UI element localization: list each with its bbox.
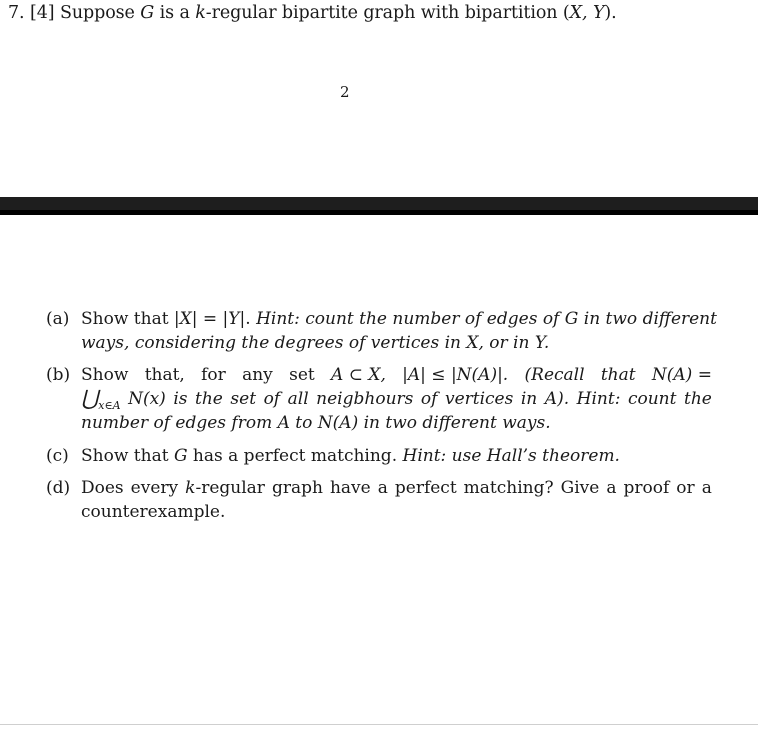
part-a-hint: Hint: count the number of edges of bbox=[256, 309, 565, 329]
part-b-hint: in two different ways. bbox=[358, 413, 551, 433]
word: for bbox=[201, 365, 226, 385]
part-a-hint: . bbox=[543, 333, 550, 353]
var-xy: X, Y bbox=[569, 3, 605, 23]
bottom-divider bbox=[0, 724, 758, 725]
part-c-line-1 bbox=[81, 444, 712, 468]
word: proof bbox=[623, 478, 670, 498]
word: of bbox=[420, 389, 438, 409]
word: in bbox=[520, 389, 538, 409]
math-neighbourhood: N(A) = bbox=[651, 365, 712, 385]
part-b-hint: to bbox=[289, 413, 318, 433]
union-subscript: x∈A bbox=[98, 399, 121, 412]
part-a-line-2 bbox=[81, 331, 712, 355]
part-c-text: Show that bbox=[81, 446, 174, 466]
var-y: Y bbox=[228, 309, 240, 329]
word: graph bbox=[271, 478, 323, 498]
word: the bbox=[684, 389, 712, 409]
var-x: X bbox=[466, 333, 479, 353]
word-rest: -regular bbox=[195, 478, 265, 498]
question-text-2: is a bbox=[154, 3, 196, 23]
question-header bbox=[8, 2, 617, 24]
part-c-body bbox=[81, 444, 712, 468]
word: neigbhours bbox=[316, 389, 414, 409]
math-inequality: |A| ≤ |N(A)|. bbox=[402, 365, 509, 385]
math-subset: A ⊂ X, bbox=[331, 365, 386, 385]
word: that bbox=[600, 365, 636, 385]
word: vertices bbox=[444, 389, 514, 409]
var-g: G bbox=[140, 3, 155, 23]
word bbox=[185, 476, 265, 500]
word: Give bbox=[560, 478, 600, 498]
var-x: X bbox=[179, 309, 192, 329]
part-d-line-1 bbox=[81, 476, 712, 500]
word: Does bbox=[81, 478, 124, 498]
math-neighbourhood: N(A) bbox=[317, 413, 359, 433]
union-symbol: ⋃ bbox=[81, 386, 99, 410]
part-b-line-1 bbox=[81, 363, 712, 387]
word: set bbox=[289, 365, 315, 385]
word: A). bbox=[544, 389, 570, 409]
word: set bbox=[230, 389, 257, 409]
part-d bbox=[46, 476, 712, 524]
part-d-body bbox=[81, 476, 712, 524]
word: a bbox=[701, 478, 712, 498]
math-nx: N(x) bbox=[128, 389, 166, 409]
var-k: k bbox=[195, 3, 206, 23]
part-a-text: Show that | bbox=[81, 309, 180, 329]
part-b bbox=[46, 363, 712, 435]
word: the bbox=[195, 389, 223, 409]
part-c-text: has a perfect matching. bbox=[187, 446, 403, 466]
question-text-4: ). bbox=[604, 3, 617, 23]
var-a: A bbox=[277, 413, 290, 433]
part-d-line-2: counterexample. bbox=[81, 502, 226, 522]
part-b-label: (b) bbox=[46, 365, 71, 385]
part-b-line-2 bbox=[81, 387, 712, 411]
part-a-hint: in two different bbox=[578, 309, 717, 329]
part-a-text: | = | bbox=[191, 309, 229, 329]
word: every bbox=[130, 478, 179, 498]
var-y: Y bbox=[534, 333, 544, 353]
part-a-hint: , or in bbox=[478, 333, 535, 353]
math-union bbox=[81, 387, 121, 411]
page-number: 2 bbox=[340, 83, 350, 101]
part-a-line-1 bbox=[81, 307, 717, 331]
part-c-label: (c) bbox=[46, 446, 69, 466]
var-k: k bbox=[185, 478, 196, 498]
word: that, bbox=[144, 365, 185, 385]
question-marks: [4] bbox=[29, 3, 55, 23]
word: (Recall bbox=[524, 365, 585, 385]
word: any bbox=[242, 365, 273, 385]
word: count bbox=[627, 389, 677, 409]
word: a bbox=[606, 478, 617, 498]
part-b-line-3 bbox=[81, 411, 712, 435]
part-b-body bbox=[81, 363, 712, 435]
word: have bbox=[329, 478, 371, 498]
part-a-label: (a) bbox=[46, 309, 70, 329]
word: matching? bbox=[463, 478, 554, 498]
part-a-hint: ways, considering the degrees of vertices in bbox=[81, 333, 467, 353]
word: Hint: bbox=[576, 389, 621, 409]
word: Show bbox=[81, 365, 129, 385]
part-d-label: (d) bbox=[46, 478, 71, 498]
word: all bbox=[287, 389, 309, 409]
part-a bbox=[46, 307, 717, 355]
question-number: 7. bbox=[8, 3, 25, 23]
part-a-body bbox=[81, 307, 717, 355]
part-c-hint: Hint: use Hall’s theorem. bbox=[402, 446, 620, 466]
page-break-bar bbox=[0, 197, 758, 215]
part-c bbox=[46, 444, 712, 468]
page-break-shade bbox=[0, 210, 758, 215]
word: a bbox=[377, 478, 388, 498]
word: is bbox=[173, 389, 188, 409]
question-text-1: Suppose bbox=[59, 3, 141, 23]
var-g: G bbox=[564, 309, 579, 329]
word: or bbox=[676, 478, 695, 498]
question-text-3: -regular bipartite graph with bipartition ( bbox=[205, 3, 570, 23]
word: perfect bbox=[394, 478, 457, 498]
part-b-hint: number of edges from bbox=[81, 413, 278, 433]
word: of bbox=[263, 389, 281, 409]
var-g: G bbox=[173, 446, 188, 466]
part-a-text: |. bbox=[239, 309, 257, 329]
